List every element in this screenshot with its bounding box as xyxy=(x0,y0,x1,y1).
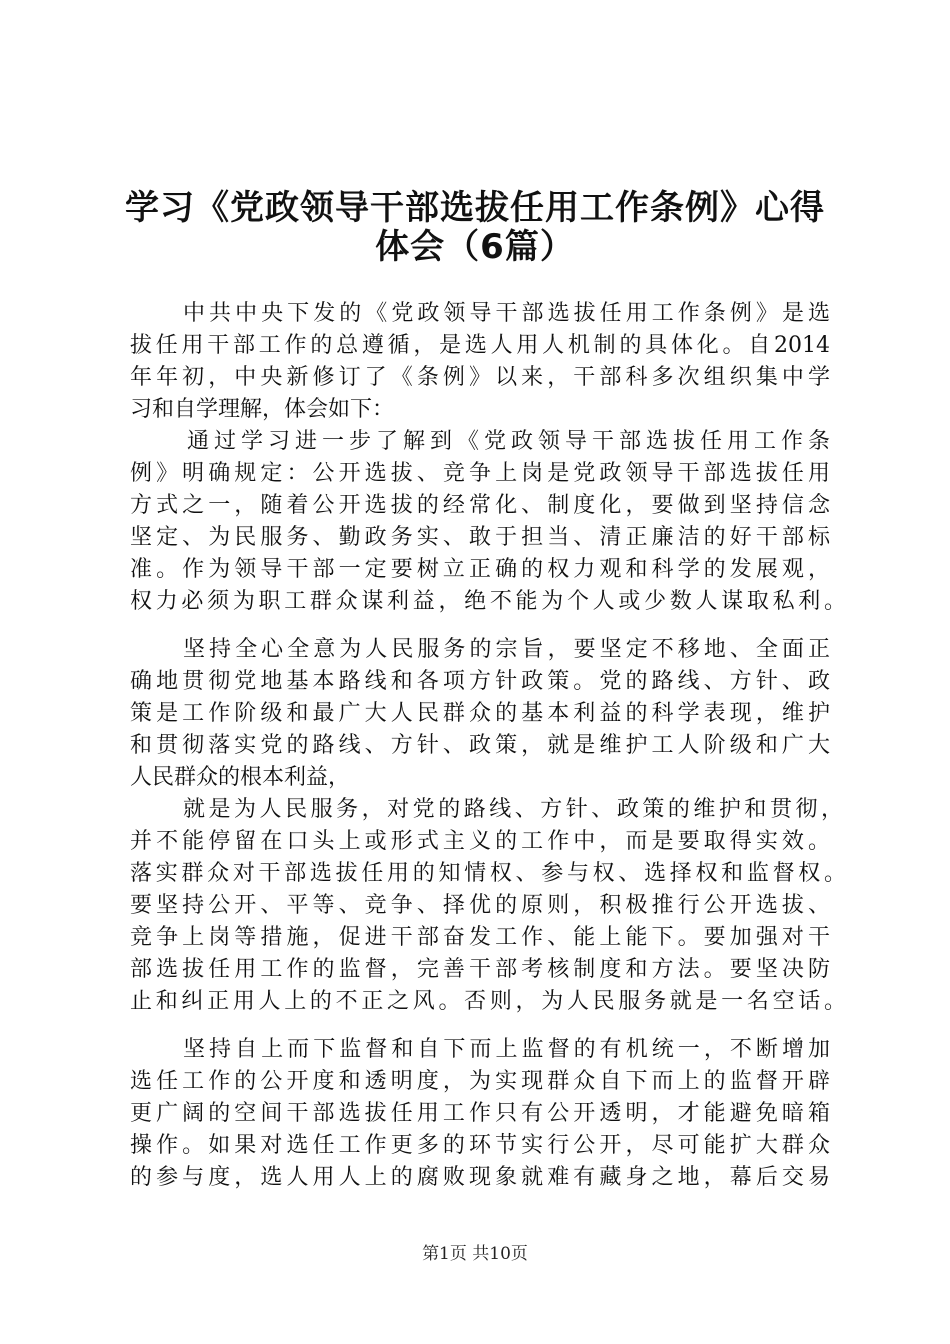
page-number-footer: 第1页 共10页 xyxy=(422,1244,528,1264)
paragraph-line: 和贯彻落实党的路线、方针、政策，就是维护工人阶级和广大 xyxy=(130,733,830,758)
paragraph-line: 止和纠正用人上的不正之风。否则，为人民服务就是一名空话。 xyxy=(130,989,846,1014)
paragraph-line: 习和自学理解，体会如下： xyxy=(130,397,395,422)
paragraph-line: 通过学习进一步了解到《党政领导干部选拔任用工作条 xyxy=(187,429,830,454)
paragraph-line: 要坚持公开、平等、竞争、择优的原则，积极推行公开选拔、 xyxy=(130,893,830,918)
paragraph-line: 并不能停留在口头上或形式主义的工作中，而是要取得实效。 xyxy=(130,829,830,854)
paragraph-line: 拔任用干部工作的总遵循，是选人用人机制的具体化。自2014 xyxy=(130,333,830,358)
document-title-line-2: 体会（6篇） xyxy=(375,227,575,267)
paragraph-line: 的参与度，选人用人上的腐败现象就难有藏身之地，幕后交易 xyxy=(130,1165,830,1190)
paragraph-line: 例》明确规定：公开选拔、竞争上岗是党政领导干部选拔任用 xyxy=(130,461,830,486)
paragraph-line: 竞争上岗等措施，促进干部奋发工作、能上能下。要加强对干 xyxy=(130,925,830,950)
paragraph-line: 坚持自上而下监督和自下而上监督的有机统一，不断增加 xyxy=(183,1037,830,1062)
paragraph-line: 策是工作阶级和最广大人民群众的基本利益的科学表现，维护 xyxy=(130,701,830,726)
paragraph-line: 就是为人民服务，对党的路线、方针、政策的维护和贯彻， xyxy=(183,797,843,822)
paragraph-line: 操作。如果对选任工作更多的环节实行公开，尽可能扩大群众 xyxy=(130,1133,830,1158)
paragraph-line: 坚持全心全意为人民服务的宗旨，要坚定不移地、全面正 xyxy=(183,637,830,662)
paragraph-line: 准。作为领导干部一定要树立正确的权力观和科学的发展观， xyxy=(130,557,830,582)
paragraph-line: 方式之一，随着公开选拔的经常化、制度化，要做到坚持信念 xyxy=(130,493,830,518)
document-title-line-1: 学习《党政领导干部选拔任用工作条例》心得 xyxy=(125,188,825,228)
paragraph-line: 部选拔任用工作的监督，完善干部考核制度和方法。要坚决防 xyxy=(130,957,830,982)
paragraph-line: 坚定、为民服务、勤政务实、敢于担当、清正廉洁的好干部标 xyxy=(130,525,830,550)
paragraph-line: 权力必须为职工群众谋利益，绝不能为个人或少数人谋取私利。 xyxy=(130,589,846,614)
paragraph-line: 选任工作的公开度和透明度，为实现群众自下而上的监督开辟 xyxy=(130,1069,830,1094)
paragraph-line: 确地贯彻党地基本路线和各项方针政策。党的路线、方针、政 xyxy=(130,669,830,694)
paragraph-line: 落实群众对干部选拔任用的知情权、参与权、选择权和监督权。 xyxy=(130,861,846,886)
paragraph-line: 更广阔的空间干部选拔任用工作只有公开透明，才能避免暗箱 xyxy=(130,1101,830,1126)
paragraph-line: 年年初，中央新修订了《条例》以来，干部科多次组织集中学 xyxy=(130,365,830,390)
paragraph-line: 中共中央下发的《党政领导干部选拔任用工作条例》是选 xyxy=(183,301,830,326)
paragraph-line: 人民群众的根本利益， xyxy=(130,765,351,790)
